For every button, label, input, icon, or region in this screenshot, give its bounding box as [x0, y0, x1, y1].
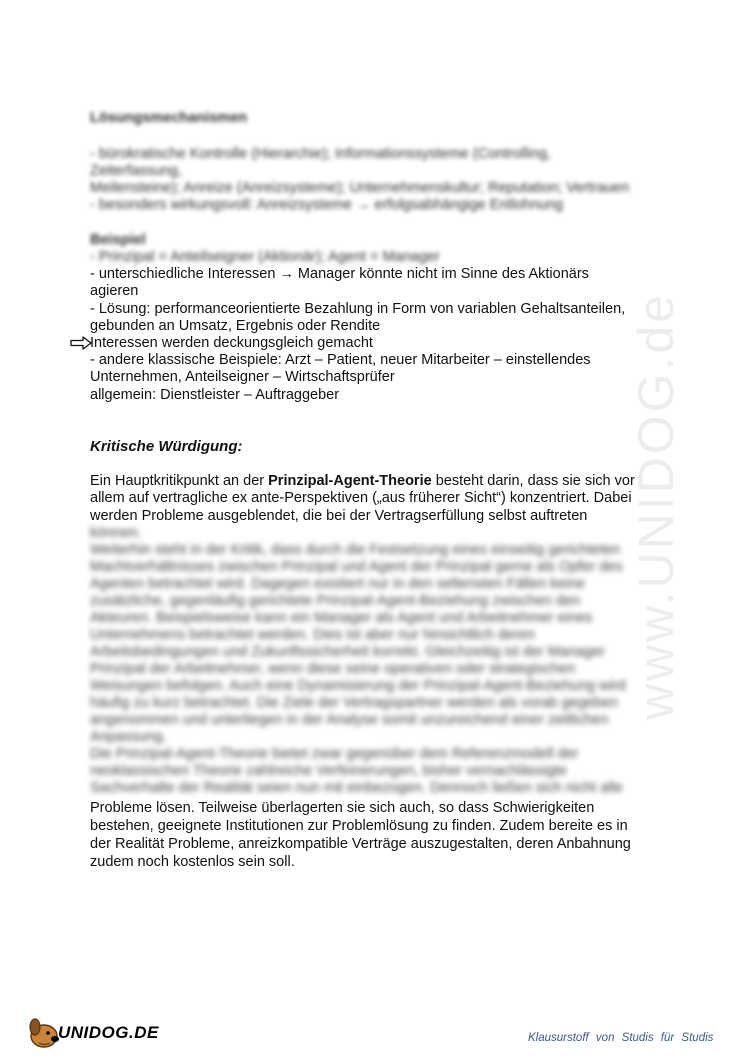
solutions-line: Meilensteine); Anreize (Anreizsysteme); Unternehmenskultur; Reputation; Vertrauen: [90, 180, 630, 196]
critique-blurred-line: Weisungen befolgen. Auch eine Dynamisierung der Prinzipal-Agent-Beziehung wird: [90, 678, 626, 694]
critique-line: allem auf vertragliche ex ante-Perspektiven („aus früherer Sicht“) konzentriert. Dabei: [90, 490, 632, 506]
critique-line: zudem noch kostenlos sein soll.: [90, 854, 295, 870]
solutions-line: - besonders wirkungsvoll: Anreizsysteme → erfolgsabhängige Entlohnung: [90, 197, 564, 213]
example-line-conclusion: Interessen werden deckungsgleich gemacht: [90, 335, 373, 351]
critique-heading: Kritische Würdigung:: [90, 438, 243, 455]
example-heading: Beispiel: [90, 232, 146, 248]
example-line: allgemein: Dienstleister – Auftraggeber: [90, 387, 340, 403]
critique-blurred-line: Prinzipal der Arbeitnehmer, wenn diese seine operativen oder strategischen: [90, 661, 576, 677]
critique-blurred-line: Agenten betrachtet wird. Dagegen existiert nur in den seltensten Fällen keine: [90, 576, 585, 592]
critique-blurred-line: neoklassischen Theorie zahlreiche Verfeinerungen, bisher vernachlässigte: [90, 763, 567, 779]
critique-line: Probleme lösen. Teilweise überlagerten sie sich auch, so dass Schwierigkeiten: [90, 800, 595, 816]
footer-brand: UNIDOG.DE: [58, 1023, 159, 1042]
critique-blurred-line: Arbeitsbedingungen und Zukunftssicherheit korrekt. Gleichzeitig ist der Manager: [90, 644, 606, 660]
example-line: agieren: [90, 283, 139, 299]
example-line: - Lösung: performanceorientierte Bezahlung in Form von variablen Gehaltsanteilen,: [90, 301, 626, 317]
solutions-heading: Lösungsmechanismen: [90, 110, 248, 126]
critique-first-line: [90, 473, 635, 491]
critique-line: der Realität Probleme, anreizkompatible Verträge auszugestalten, deren Anbahnung: [90, 836, 631, 852]
critique-theory-name: Prinzipal-Agent-Theorie: [268, 473, 432, 489]
critique-blurred-line: Die Prinzipal-Agent-Theorie bietet zwar gegenüber dem Referenzmodell der: [90, 746, 579, 762]
critique-blurred-line: häufig zu kurz betrachtet. Die Ziele der Vertragspartner werden als vorab gegeben: [90, 695, 618, 711]
footer-tagline: Klausurstoff von Studis für Studis: [528, 1032, 714, 1044]
critique-blurred-line: Sachverhalte der Realität seien nun mit einbezogen. Dennoch ließen sich nicht alle: [90, 780, 623, 796]
example-line: gebunden an Umsatz, Ergebnis oder Rendite: [90, 318, 381, 334]
watermark: www.UNIDOG.de: [628, 292, 684, 720]
critique-blurred-line: Akteuren. Beispielsweise kann ein Manager als Agent und Arbeitnehmer eines: [90, 610, 593, 626]
critique-blurred-line: Anpassung.: [90, 729, 167, 745]
critique-text: besteht darin, dass sie sich vor: [431, 473, 635, 489]
critique-blurred-line: angenommen und unterliegen in der Analyse somit unzureichend einer zeitlichen: [90, 712, 609, 728]
critique-blurred-line: zusätzliche, gegenläufig gerichtete Prinzipal-Agent-Beziehung zwischen den: [90, 593, 581, 609]
example-line: - unterschiedliche Interessen → Manager könnte nicht im Sinne des Aktionärs: [90, 266, 589, 282]
critique-blurred-line: können.: [90, 525, 142, 541]
solutions-line: - bürokratische Kontrolle (Hierarchie); Informationssysteme (Controlling,: [90, 146, 551, 162]
example-line-blurred: - Prinzipal = Anteilseigner (Aktionär); Agent = Manager: [90, 249, 440, 265]
critique-line: werden Probleme ausgeblendet, die bei der Vertragserfüllung selbst auftreten: [90, 508, 588, 524]
double-arrow-right-icon: [70, 336, 92, 350]
critique-blurred-line: Weiterhin steht in der Kritik, dass durch die Festsetzung eines einseitig gerichteten: [90, 542, 621, 558]
critique-blurred-line: Machtverhältnisses zwischen Prinzipal und Agent der Prinzipal gerne als Opfer des: [90, 559, 623, 575]
example-line: Unternehmen, Anteilseigner – Wirtschaftsprüfer: [90, 369, 395, 385]
critique-blurred-line: Unternehmens betrachtet werden. Dies ist aber nur hinsichtlich deren: [90, 627, 535, 643]
critique-text: Ein Hauptkritikpunkt an der: [90, 473, 269, 489]
solutions-line: Zeiterfassung,: [90, 163, 182, 179]
example-line: - andere klassische Beispiele: Arzt – Patient, neuer Mitarbeiter – einstellendes: [90, 352, 591, 368]
critique-line: bestehen, geeignete Institutionen zur Problemlösung zu finden. Zudem bereite es in: [90, 818, 628, 834]
